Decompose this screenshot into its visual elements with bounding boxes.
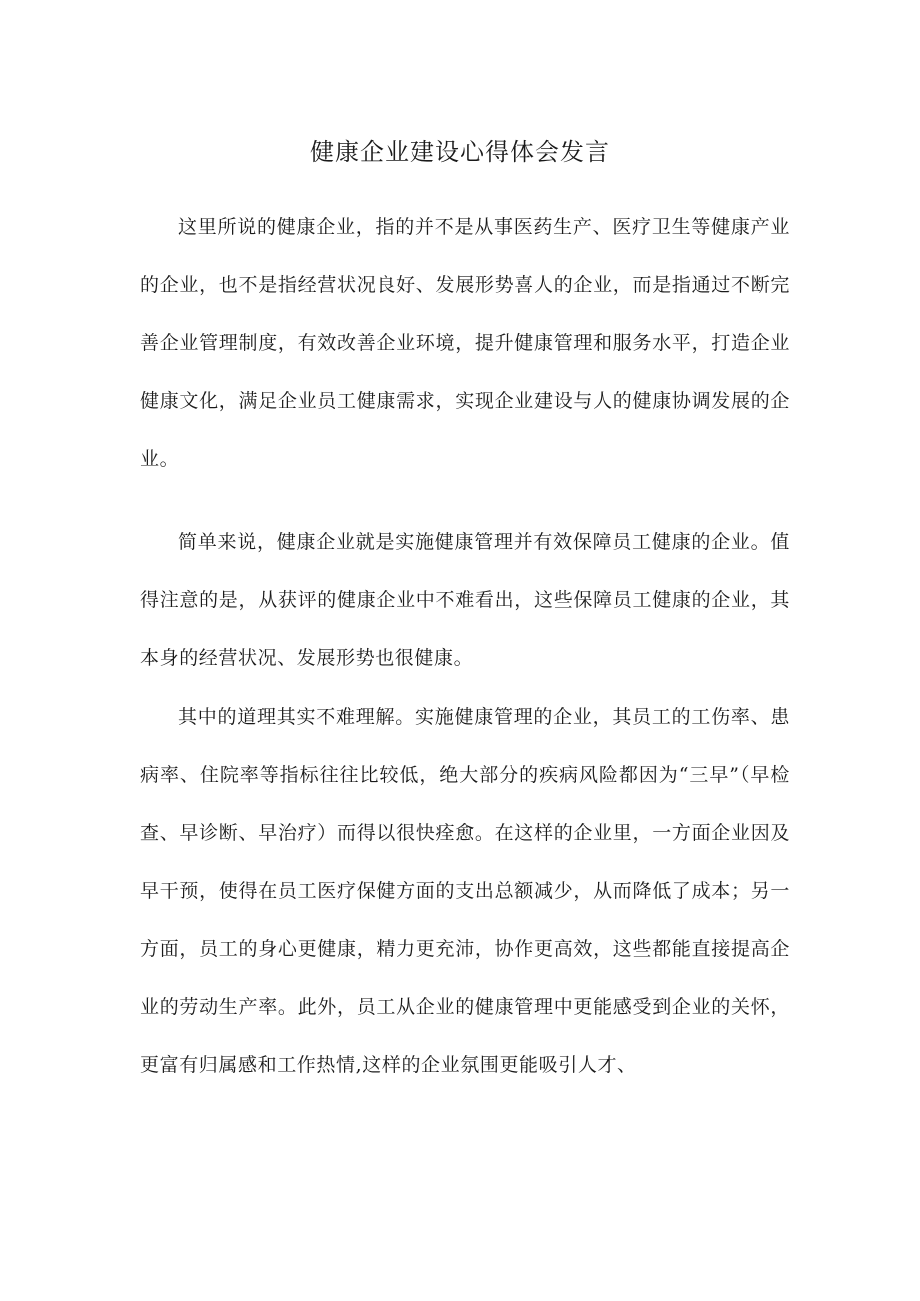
paragraph-2: 简单来说，健康企业就是实施健康管理并有效保障员工健康的企业。值得注意的是，从获评的健康企业中不难看出，这些保障员工健康的企业，其本身的经营状况、发展形势也很健康。 — [140, 531, 790, 669]
paragraph-3: 其中的道理其实不难理解。实施健康管理的企业，其员工的工伤率、患病率、住院率等指标往往比较低，绝大部分的疾病风险都因为“三早”（早检查、早诊断、早治疗）而得以很快痊愈。在这样的企业里，一方面企业因及早干预，使得在员工医疗保健方面的支出总额减少，从而降低了成本；另一方面，员工的身心更健康，精力更充沛，协作更高效，这些都能直接提高企业的劳动生产率。此外，员工从企业的健康管理中更能感受到企业的关怀，更富有归属感和工作热情,这样的企业氛围更能吸引人才、 — [140, 706, 790, 1076]
paragraph-1: 这里所说的健康企业，指的并不是从事医药生产、医疗卫生等健康产业的企业，也不是指经营状况良好、发展形势喜人的企业，而是指通过不断完善企业管理制度，有效改善企业环境，提升健康管理和服务水平，打造企业健康文化，满足企业员工健康需求，实现企业建设与人的健康协调发展的企业。 — [140, 216, 790, 470]
document-title: 健康企业建设心得体会发言 — [310, 138, 610, 166]
